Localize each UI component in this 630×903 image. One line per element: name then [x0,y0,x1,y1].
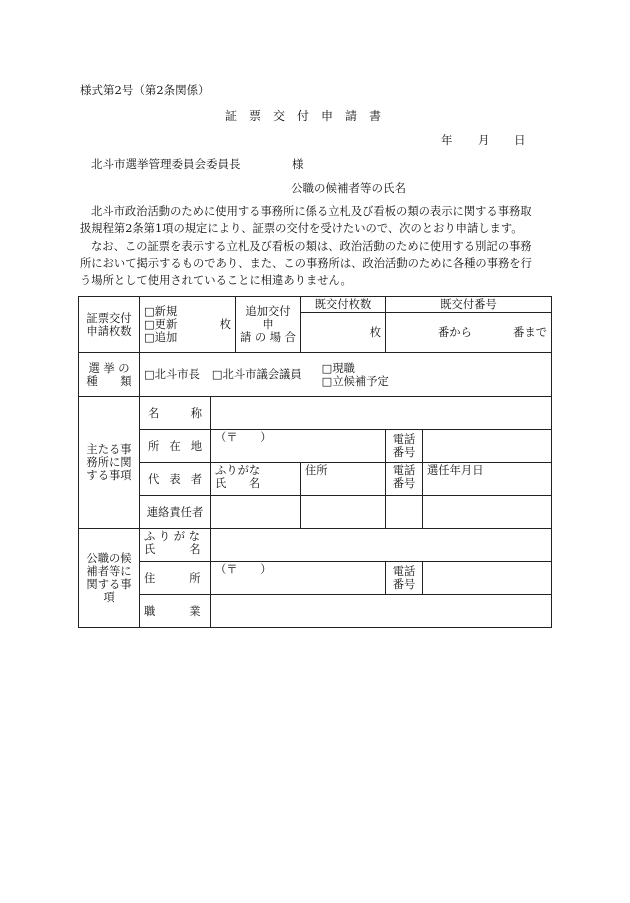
candidate-occupation-field[interactable] [211,595,552,628]
office-section-header: 主たる事 務所に関 する事項 [79,397,140,529]
office-rep-phone-label: 電話番号 [386,463,423,496]
office-location-field[interactable] [211,430,386,463]
office-postal: （〒 ） [215,431,272,444]
candidate-name-field[interactable] [211,529,552,562]
contact-date-field[interactable] [423,496,552,529]
paragraph1-line2: 扱規程第2条第1項の規定により、証票の交付を受けたいので、次のとおり申請します。 [80,222,523,235]
council-checkbox[interactable]: □北斗市議会議員 [211,368,302,381]
contact-name-field[interactable] [211,496,301,529]
count-unit: 枚 [219,318,231,331]
office-rep-appointment-date[interactable]: 選任年月日 [423,463,552,496]
office-name-label: 名 称 [140,397,211,430]
office-phone-field[interactable] [423,430,552,463]
office-phone-label: 電話番号 [386,430,423,463]
option-new-checkbox[interactable]: □新規 [144,305,178,318]
election-type-options[interactable] [140,353,552,397]
office-rep-address-field[interactable]: 住所 [301,463,386,496]
issued-number-header: 既交付番号 [386,297,552,313]
applicant-name-label: 公職の候補者等の氏名 [291,181,406,195]
contact-person-label: 連絡責任者 [140,496,211,529]
office-location-label: 所 在 地 [140,430,211,463]
candidate-phone-field[interactable] [423,562,552,595]
paragraph1-line1: 北斗市政治活動のために使用する事務所に係る立札及び看板の類の表示に関する事務取 [91,205,532,218]
candidate-occupation-label: 職 業 [140,595,211,628]
application-paragraph [80,203,555,237]
office-rep-label: 代 表 者 [140,463,211,496]
office-rep-name-label: ふりがな 氏 名 [211,463,301,496]
declaration-paragraph [80,238,555,289]
issued-number-field[interactable]: 番から 番まで [386,313,552,353]
paragraph2-line1: なお、この証票を表示する立札及び看板の類は、政治活動のために使用する別記の事務 [91,240,532,253]
paragraph2-line2: 所において掲示するものであり、また、この事務所は、政治活動のために各種の事務を行 [80,257,532,270]
candidate-postal: （〒 ） [215,563,272,576]
application-table [78,296,552,628]
date-day: 日 [514,133,526,147]
candidate-address-field[interactable] [211,562,386,595]
additional-issuance-label: 追加交付申 請 の 場 合 [236,297,301,353]
planned-candidate-checkbox[interactable]: □立候補予定 [321,374,389,388]
election-type-header: 選 挙 の 種 類 [79,353,140,397]
paragraph2-line3: う場所として使用されていることに相違ありません。 [80,274,352,287]
recipient-honorific: 様 [292,157,304,171]
contact-address-field[interactable] [301,496,386,529]
candidate-section-header: 公職の候 補者等に 関する事 項 [79,529,140,628]
date-year: 年 [441,133,453,147]
mayor-checkbox[interactable]: □北斗市長 [144,368,200,381]
issued-count-header: 既交付枚数 [301,297,386,313]
date-month: 月 [478,133,490,147]
incumbent-checkbox[interactable]: □現職 [321,361,355,375]
option-renew-checkbox[interactable]: □更新 [144,318,178,331]
application-count-header: 証票交付 申請枚数 [79,297,140,353]
contact-phone-field[interactable] [386,496,423,529]
recipient-name: 北斗市選挙管理委員会委員長 [91,157,241,171]
office-name-field[interactable] [211,397,552,430]
candidate-address-label: 住 所 [140,562,211,595]
application-type-options[interactable] [140,297,236,353]
candidate-phone-label: 電話番号 [386,562,423,595]
form-number: 様式第2号（第2条関係） [80,83,210,97]
option-add-checkbox[interactable]: □追加 [144,331,178,344]
issued-count-field[interactable]: 枚 [301,313,386,353]
candidate-name-label: ふ り が な 氏 名 [140,529,211,562]
document-title: 証 票 交 付 申 請 書 [225,109,382,123]
